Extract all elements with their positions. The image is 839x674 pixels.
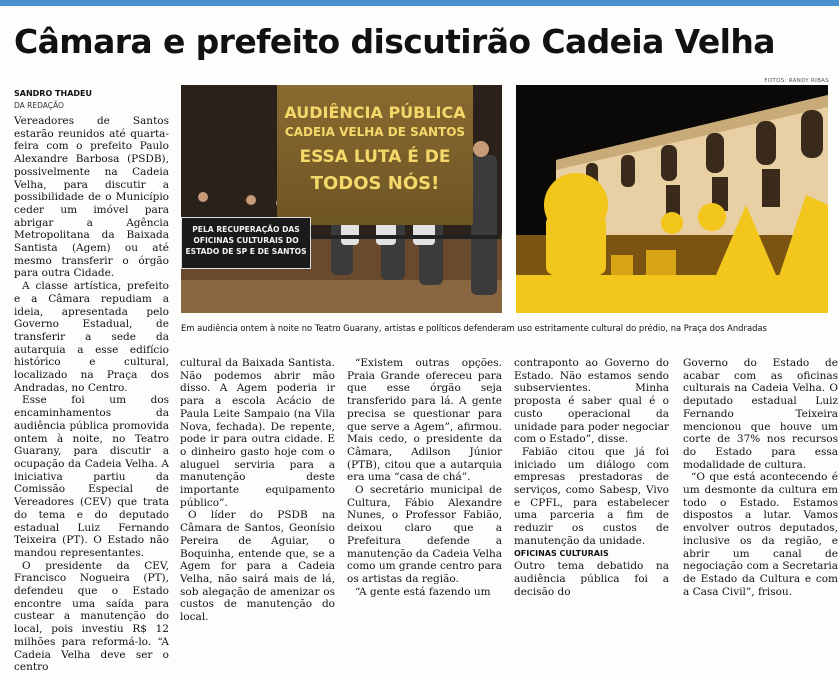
paragraph: cultural da Baixada Santista. Não podemos abrir mão disso. A Agem poderia ir para a escola Acácio de Paula Leite Sampaio (na Vila Nova, fechada). De repente, pode ir para outra cidade. E o dinheiro gasto hoje com o aluguel serviria para a manutenção deste importante equipamento público”. bbox=[180, 357, 335, 509]
paragraph: Esse foi um dos encaminhamentos da audiência pública promovida ontem à noite, no Teatro Guarany, para discutir a ocupação da Cadeia Velha. A iniciativa partiu da Comissão Especial de Vereadores (CEV) que trata do tema e do deputado estadual Luiz Fernando Teixeira (PT). O Estado não mandou representantes. bbox=[14, 394, 169, 559]
author-byline: SANDRO THADEU bbox=[14, 89, 92, 98]
article-column-5 bbox=[683, 357, 838, 598]
article-column-1 bbox=[14, 115, 169, 674]
paragraph: O secretário municipal de Cultura, Fábio Alexandre Nunes, o Professor Fabião, deixou claro que a Prefeitura defende a manutenção da Cadeia Velha como um grande centro para os artistas da região. bbox=[347, 484, 502, 585]
paragraph: Outro tema debatido na audiência pública foi a decisão do bbox=[514, 560, 669, 598]
banner-line-3: ESTADO DE SP E DE SANTOS bbox=[185, 247, 307, 256]
paragraph: O presidente da CEV, Francisco Nogueira (PT), defendeu que o Estado encontre uma saída para custear a manutenção do local, pois investiu R$ 12 milhões para reformá-lo. “A Cadeia Velha deve ser o centro bbox=[14, 559, 169, 674]
desk-label: DA REDAÇÃO bbox=[14, 101, 64, 110]
building-illustration bbox=[516, 85, 828, 313]
banner-line-1: PELA RECUPERAÇÃO DAS bbox=[192, 225, 300, 234]
photo-credit: FOTOS: RANDY RIBAS bbox=[764, 78, 829, 84]
headline: Câmara e prefeito discutirão Cadeia Velha bbox=[14, 22, 775, 61]
paragraph: Governo do Estado de acabar com as oficinas culturais na Cadeia Velha. O deputado estadual Luiz Fernando Teixeira mencionou que houve um corte de 37% nos recursos do Estado para essa modalidade de cultura. bbox=[683, 357, 838, 471]
paragraph: A classe artística, prefeito e a Câmara repudiam a ideia, apresentada pelo Governo Estadual, de transferir a sede da autarquia a esse edifício histórico e cultural, localizado na Praça dos Andradas, no Centro. bbox=[14, 280, 169, 394]
protest-banner bbox=[181, 217, 311, 269]
paragraph: “O que está acontecendo é um desmonte da cultura em todo o Estado. Estamos dispostos a lutar. Vamos envolver outros deputados, inclusive os da região, e abrir um canal de negociação com a Secretaria de Estado da Cultura e com a Casa Civil”, frisou. bbox=[683, 471, 838, 598]
screen-line-4: TODOS NÓS! bbox=[310, 173, 440, 194]
paragraph: “Existem outras opções. Praia Grande ofereceu para que esse órgão seja transferido para lá. A gente precisa se questionar para que serve a Agem”, afirmou. Mais cedo, o presidente da Câmara, Adilson Júnior (PTB), citou que a autarquia era uma “casa de chá”. bbox=[347, 357, 502, 484]
photo-auditorium bbox=[181, 85, 502, 313]
paragraph: Vereadores de Santos estarão reunidos até quarta-feira com o prefeito Paulo Alexandre Barbosa (PSDB), possivelmente na Cadeia Velha, para discutir a possibilidade de o Município ceder um imóvel para abrigar a Agência Metropolitana da Baixada Santista (Agem) ou até mesmo transferir o órgão para outra Cidade. bbox=[14, 115, 169, 280]
screen-line-1: AUDIÊNCIA PÚBLICA bbox=[284, 103, 466, 122]
projection-screen bbox=[277, 85, 473, 225]
section-subhead: OFICINAS CULTURAIS bbox=[514, 548, 609, 558]
banner-line-2: OFICINAS CULTURAIS DO bbox=[193, 236, 299, 245]
screen-line-2: CADEIA VELHA DE SANTOS bbox=[284, 125, 466, 139]
paragraph: “A gente está fazendo um bbox=[355, 585, 491, 598]
paragraph: Fabião citou que já foi iniciado um diálogo com empresas prestadoras de serviços, como Sabesp, Vivo e CPFL, para estabelecer uma parceria a fim de reduzir os custos de manutenção da unidade. bbox=[514, 445, 669, 547]
article-column-4 bbox=[514, 357, 669, 598]
top-color-bar bbox=[0, 0, 839, 6]
paragraph: O líder do PSDB na Câmara de Santos, Geonísio Pereira de Aguiar, o Boquinha, entende que, se a Agem for para a Cadeia Velha, não sairá mais de lá, sob alegação de amenizar os custos de manutenção do local. bbox=[180, 509, 335, 624]
screen-line-3: ESSA LUTA É DE bbox=[299, 147, 451, 167]
photo-cadeia-velha-building bbox=[516, 85, 828, 313]
photo-caption: Em audiência ontem à noite no Teatro Guarany, artistas e políticos defenderam uso estritamente cultural do prédio, na Praça dos Andradas bbox=[181, 323, 767, 333]
paragraph: contraponto ao Governo do Estado. Não estamos sendo subservientes. Minha proposta é saber qual é o custo operacional da unidade para poder negociar com o Estado”, disse. bbox=[514, 357, 669, 446]
article-column-2 bbox=[180, 357, 335, 624]
article-column-3 bbox=[347, 357, 502, 598]
